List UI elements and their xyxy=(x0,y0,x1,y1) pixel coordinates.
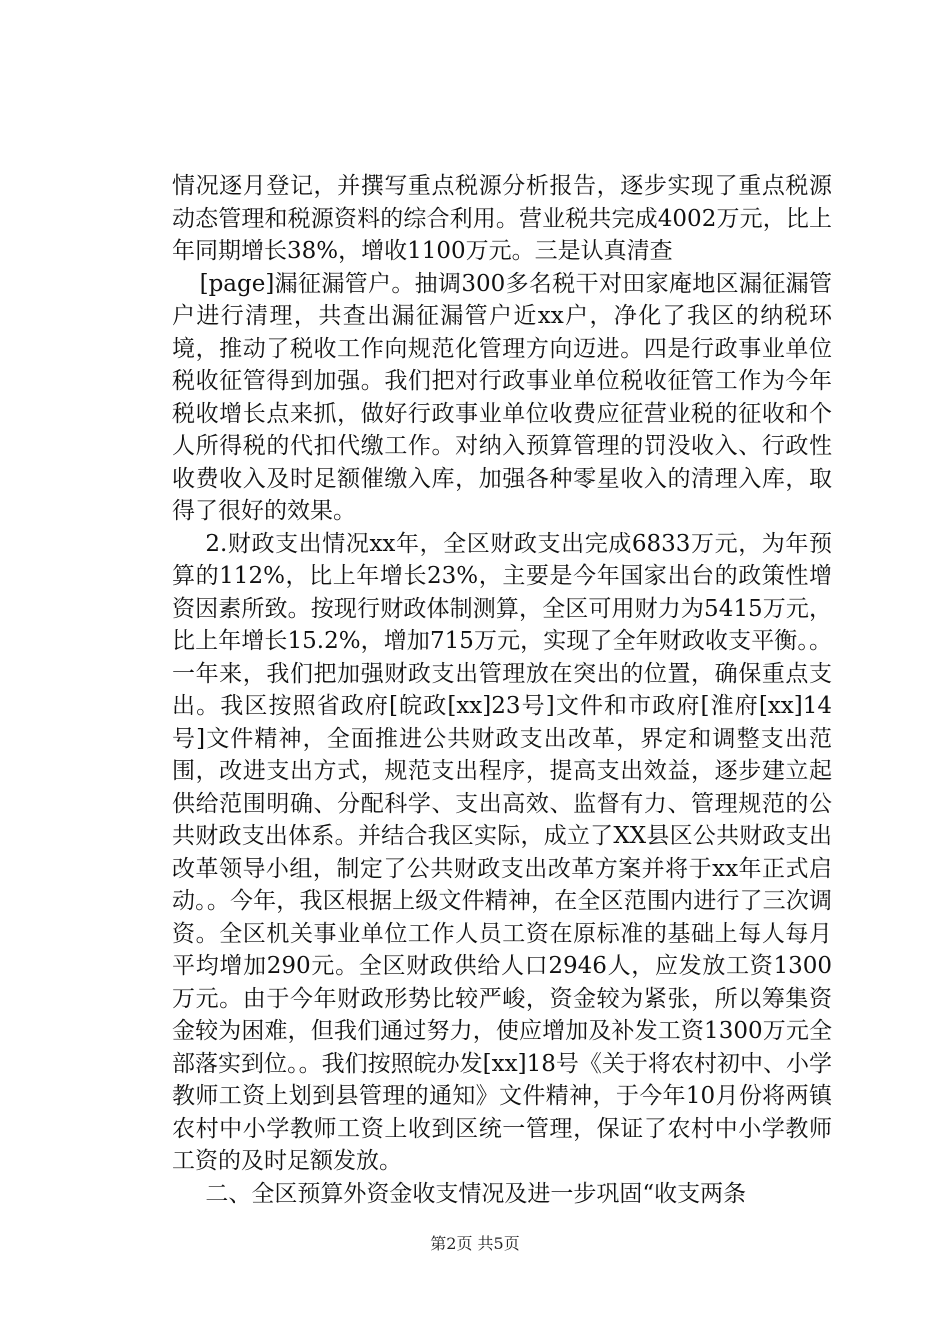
paragraph-continuation: 情况逐月登记，并撰写重点税源分析报告，逐步实现了重点税源动态管理和税源资料的综合利用。营业税共完成4002万元，比上年同期增长38%，增收1100万元。三是认真清查 xyxy=(172,173,832,264)
paragraph-tax-collection: [page]漏征漏管户。抽调300多名税干对田家庵地区漏征漏管户进行清理，共查出漏征漏管户近xx户，净化了我区的纳税环境，推动了税收工作向规范化管理方向迈进。四是行政事业单位税收征管得到加强。我们把对行政事业单位税收征管工作为今年税收增长点来抓，做好行政事业单位收费应征营业税的征收和个人所得税的代扣代缴工作。对纳入预算管理的罚没收入、行政性收费收入及时足额催缴入库，加强各种零星收入的清理入库，取得了很好的效果。 xyxy=(172,270,832,524)
body-text xyxy=(172,170,832,1210)
page-footer: 第2页 共5页 xyxy=(430,1234,520,1253)
paragraph-fiscal-expenditure: 2.财政支出情况xx年，全区财政支出完成6833万元，为年预算的112%，比上年增长23%，主要是今年国家出台的政策性增资因素所致。按现行财政体制测算，全区可用财力为5415万元，比上年增长15.2%，增加715万元，实现了全年财政收支平衡。。一年来，我们把加强财政支出管理放在突出的位置，确保重点支出。我区按照省政府[皖政[xx]23号]文件和市政府[淮府[xx]14号]文件精神，全面推进公共财政支出改革，界定和调整支出范围，改进支出方式，规范支出程序，提高支出效益，逐步建立起供给范围明确、分配科学、支出高效、监督有力、管理规范的公共财政支出体系。并结合我区实际，成立了XX县区公共财政支出改革领导小组，制定了公共财政支出改革方案并将于xx年正式启动。。今年，我区根据上级文件精神，在全区范围内进行了三次调资。全区机关事业单位工作人员工资在原标准的基础上每人每月平均增加290元。全区财政供给人口2946人，应发放工资1300万元。由于今年财政形势比较严峻，资金较为紧张，所以筹集资金较为困难，但我们通过努力，使应增加及补发工资1300万元全部落实到位。。我们按照皖办发[xx]18号《关于将农村初中、小学教师工资上划到县管理的通知》文件精神，于今年10月份将两镇农村中小学教师工资上收到区统一管理，保证了农村中小学教师工资的及时足额发放。 xyxy=(172,530,832,1174)
paragraph-section-two-heading: 二、全区预算外资金收支情况及进一步巩固“收支两条 xyxy=(205,1180,747,1207)
